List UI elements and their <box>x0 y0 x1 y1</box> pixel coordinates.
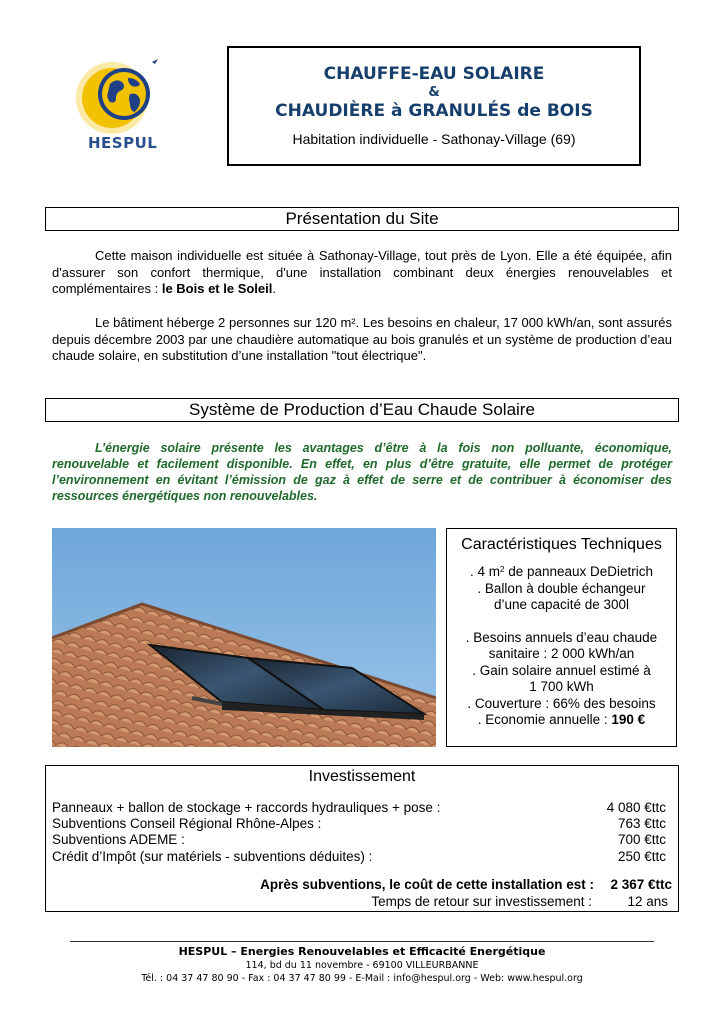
investment-row <box>52 816 666 833</box>
footer-org <box>62 945 662 958</box>
presentation-paragraph-1 <box>52 248 672 298</box>
char-panels <box>447 564 676 581</box>
footer-org-desc: Energies Renouvelables et Efficacité Energétique <box>240 945 546 958</box>
investment-value: 4 080 €ttc <box>606 800 666 815</box>
char-needs: . Besoins annuels d’eau chaude <box>465 629 658 645</box>
char-panels-sup: 2 <box>499 565 505 574</box>
investment-label: Crédit d’Impôt (sur matériels - subventions déduites) : <box>52 849 373 864</box>
char-needs-value: sanitaire : 2 000 kWh/an <box>488 646 635 661</box>
investment-label: Subventions Conseil Régional Rhône-Alpes : <box>52 816 322 831</box>
footer-org-sep: – <box>227 945 241 958</box>
investment-total-label: Après subventions, le coût de cette installation est : <box>260 877 594 892</box>
investment-return-value: 12 ans <box>627 894 668 909</box>
solar-roof-photo <box>52 528 436 747</box>
investment-value: 700 €ttc <box>617 832 666 847</box>
title-line-1: CHAUFFE-EAU SOLAIRE <box>323 64 545 84</box>
title-ampersand: & <box>428 85 440 100</box>
title-line-2: CHAUDIÈRE à GRANULÉS de BOIS <box>275 101 593 121</box>
investment-row <box>52 832 666 849</box>
char-tank: . Ballon à double échangeur <box>477 580 646 596</box>
char-savings-value: 190 € <box>611 712 646 727</box>
characteristics-list <box>447 564 676 729</box>
char-panels-prefix: . 4 m <box>469 564 500 579</box>
characteristics-box <box>446 528 677 747</box>
char-gain: . Gain solaire annuel estimé à <box>472 662 651 678</box>
section-header-production: Système de Production d’Eau Chaude Solaire <box>45 398 679 422</box>
footer <box>62 945 662 984</box>
char-capacity: d’une capacité de 300l <box>493 597 630 612</box>
production-intro: L’énergie solaire présente les avantages d’être à la fois non polluante, économique, renouvelable et facilement disponible. En effet, en plus d’être gratuite, elle permet de protéger l’environnement en évitant l’émission de gaz à effet de serre et de contribuer à économiser des ressources énergétiques non renouvelables. <box>52 441 672 503</box>
char-panels-suffix: de panneaux DeDietrich <box>504 564 654 579</box>
investment-value: 763 €ttc <box>617 816 666 831</box>
presentation-end: . <box>272 281 276 296</box>
investment-return-label: Temps de retour sur investissement : <box>371 894 592 909</box>
investment-label: Panneaux + ballon de stockage + raccords hydrauliques + pose : <box>52 800 441 815</box>
char-savings <box>447 712 676 729</box>
presentation-text: Cette maison individuelle est située à Sathonay-Village, tout près de Lyon. Elle a été équipée, afin d'assurer son confort thermique, d'une installation combinant deux énergies renouvelables et complémentaires : <box>52 248 672 296</box>
footer-divider <box>70 941 654 942</box>
investment-box <box>45 765 679 912</box>
investment-title: Investissement <box>308 768 416 785</box>
investment-row <box>52 849 666 866</box>
investment-value: 250 €ttc <box>617 849 666 864</box>
investment-total-value: 2 367 €ttc <box>610 877 672 892</box>
char-gain-value: 1 700 kWh <box>529 679 594 694</box>
investment-row <box>52 800 666 817</box>
char-savings-label: . Economie annuelle : <box>477 712 612 727</box>
title-box <box>227 46 641 166</box>
logo-text: HESPUL <box>88 134 158 152</box>
presentation-bold: le Bois et le Soleil <box>161 281 273 296</box>
investment-label: Subventions ADEME : <box>52 832 185 847</box>
presentation-paragraph-2: Le bâtiment héberge 2 personnes sur 120 m². Les besoins en chaleur, 17 000 kWh/an, sont assurés depuis décembre 2003 par une chaudière automatique au bois granulés et un système de production d’eau chaude solaire, en substitution d’une installation "tout électrique". <box>52 315 672 363</box>
char-coverage: . Couverture : 66% des besoins <box>467 695 656 711</box>
characteristics-title: Caractéristiques Techniques <box>461 536 662 553</box>
footer-contact: Tél. : 04 37 47 80 90 - Fax : 04 37 47 80 99 - E-Mail : info@hespul.org - Web: www.hespul.org <box>141 973 583 984</box>
footer-org-name: HESPUL <box>178 945 228 958</box>
section-header-presentation: Présentation du Site <box>45 207 679 231</box>
footer-address: 114, bd du 11 novembre - 69100 VILLEURBANNE <box>245 960 479 971</box>
subtitle: Habitation individuelle - Sathonay-Village (69) <box>292 131 576 147</box>
